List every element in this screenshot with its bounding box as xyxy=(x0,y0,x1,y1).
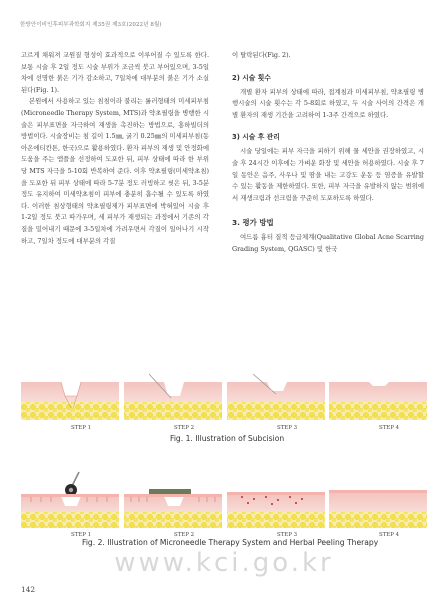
fig1-panel-1 xyxy=(21,382,119,420)
treatment-count-text: 개별 환자 피부의 상태에 따라, 접계침과 미세피부침, 약초필링 병행시술의 시술 횟수는 각 5-8회로 하였고, 두 시술 사이의 간격은 개별 환자의 재생 기간을 고려하여 1-3주 간격으로 하였다. xyxy=(232,87,424,119)
right-continuation-line: 이 탈락된다(Fig. 2). xyxy=(232,51,291,59)
page-number: 142 xyxy=(21,585,36,594)
figure-1-caption: Fig. 1. Illustration of Subcision xyxy=(170,434,285,443)
fig2-panel-2 xyxy=(124,489,222,528)
fig2-step-3-label: STEP 3 xyxy=(277,532,297,538)
fig1-step-4-label: STEP 4 xyxy=(379,425,399,431)
section-title-treatment-count: 2) 시술 횟수 xyxy=(232,73,271,82)
fig2-panel-4 xyxy=(329,490,427,528)
evaluation-method-text: 여드름 흉터 질적 등급체계(Qualitative Global Acne Scarring Grading System, QGASC) 및 한국 xyxy=(232,233,424,253)
fig1-step-1-label: STEP 1 xyxy=(71,425,91,431)
section-title-aftercare: 3) 시술 후 관리 xyxy=(232,133,280,142)
fig1-step-3-label: STEP 3 xyxy=(277,425,297,431)
fig2-step-2-label: STEP 2 xyxy=(174,532,194,538)
fig1-step-2-label: STEP 2 xyxy=(174,425,194,431)
section-title-evaluation-method: 3. 평가 방법 xyxy=(232,218,274,228)
left-paragraph-1: 고르게 채워져 교원질 형성이 효과적으로 이루어질 수 있도록 한다. 보통 시술 후 2일 정도 시술 부위가 조금씩 붓고 부어있으며, 3-5일차에 선명한 붉은 기가 감소하고, 7일차에 대부분의 붉은 기가 소실된다(Fig. 1). xyxy=(21,51,209,94)
fig1-panel-2 xyxy=(124,374,222,420)
fig2-panel-3 xyxy=(227,492,325,528)
fig1-panel-3 xyxy=(227,374,325,420)
fig2-step-1-label: STEP 1 xyxy=(71,532,91,538)
aftercare-text: 시술 당일에는 피부 자극을 피하기 위해 물 세안을 권장하였고, 시술 후 24시간 이후에는 가벼운 화장 및 세안을 허용하였다. 시술 후 7일 동안은 음주, 사우나 및 땀을 내는 고강도 운동 등 염증을 유발할 수 있는 활동을 제한하였다. 또한, 피부 자극을 유발하지 않는 범위에서 재생크림과 선크림을 꾸준히 도포하도록 하였다. xyxy=(232,147,424,202)
right-column xyxy=(232,50,424,256)
fig2-step-4-label: STEP 4 xyxy=(379,532,399,538)
fig2-panel-1 xyxy=(21,494,119,528)
left-paragraph-2: 본원에서 사용하고 있는 침침이라 불리는 롤러형태의 미세피부침(Microneedle Therapy System, MTS)과 약초필링을 병행한 시술은 피부표면을 자극하여 재생을 촉진하는 방법으로, 홍하빌더의 방법이다. 시술장비는 침 길이 1.5㎜, 굵기 0.25㎜의 미세피부침(동아온에티칸톤, 한국)으로 활용하였다. 환자 피부의 재생 및 안정화에 도움을 주는 앰플을 선정하여 도포한 뒤, 피부 상태에 따라 한 부위당 MTS 자극을 5-10회 반복하여 준다. 이후 약초필링(미세약초침)을 도포한 뒤 피부 상태에 따라 5-7분 정도 러빙하고 씻은 뒤, 3-5분 정도 유지하여 미세약초침이 피부에 충분히 흡수될 수 있도록 하였다. 이러한 침상형태의 약초필링제가 피부표면에 박혀있어 시술 후 1-2일 정도 붓고 따가우며, 세 피부가 재생되는 과정에서 기존의 각질을 밀어내기 때문에 3-5일차에 가려우면서 각질이 일어나기 시작하고, 7일차 정도에 대부분의 각질 xyxy=(21,97,209,245)
figure-1-subcision-illustration xyxy=(21,372,427,432)
running-header: 한방안이비인후피부과학회지 제35권 제3호(2022년 8월) xyxy=(20,22,162,28)
left-column xyxy=(21,50,209,247)
fig1-panel-4 xyxy=(329,382,427,420)
figure-2-caption: Fig. 2. Illustration of Microneedle Therapy System and Herbal Peeling Therapy xyxy=(82,538,379,547)
microneedle-roller-icon xyxy=(65,472,79,496)
figure-2-mts-peeling-illustration xyxy=(21,458,427,538)
watermark: www.kci.go.kr xyxy=(114,548,334,578)
